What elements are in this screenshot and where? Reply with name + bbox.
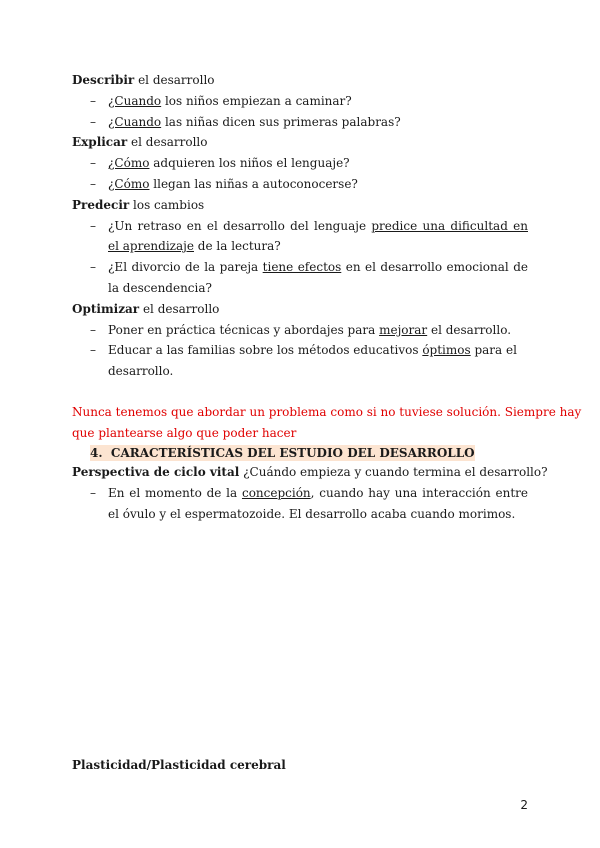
page-number: 2	[520, 798, 528, 812]
document-body	[72, 70, 582, 444]
note-line: Nunca tenemos que abordar un problema como si no tuviese solución. Siempre hay	[72, 404, 582, 419]
heading-optimizar: Optimizar el desarrollo	[72, 301, 220, 316]
heading-predecir: Predecir los cambios	[72, 197, 205, 212]
list-item: – ¿Cómo llegan las niñas a autoconocerse?	[90, 176, 358, 191]
note-line: que plantearse algo que poder hacer	[72, 425, 297, 440]
heading-describir: Describir el desarrollo	[72, 73, 215, 87]
list-item: – ¿Cuando las niñas dicen sus primeras palabras?	[90, 114, 401, 129]
list-item: – ¿Un retraso en el desarrollo del lenguaje predice una dificultad en el aprendizaje de la lectura?	[90, 218, 528, 254]
list-item: – Poner en práctica técnicas y abordajes para mejorar el desarrollo.	[90, 322, 512, 337]
plasticidad-heading: Plasticidad/Plasticidad cerebral	[72, 758, 286, 772]
perspective-line: Perspectiva de ciclo vital ¿Cuándo empieza y cuando termina el desarrollo?	[72, 465, 548, 479]
list-item: – En el momento de la concepción, cuando hay una interacción entre el óvulo y el espermatozoide. El desarrollo acaba cuando morimos.	[90, 485, 528, 521]
list-item: – Educar a las familias sobre los métodos educativos óptimos para el desarrollo.	[90, 343, 517, 379]
list-item: – ¿Cuando los niños empiezan a caminar?	[90, 93, 352, 108]
section-4	[72, 444, 548, 524]
list-item: – ¿Cómo adquieren los niños el lenguaje?	[90, 156, 350, 171]
section-title: 4. CARACTERÍSTICAS DEL ESTUDIO DEL DESARROLLO	[90, 446, 475, 460]
list-item: – ¿El divorcio de la pareja tiene efectos en el desarrollo emocional de la descendencia?	[90, 260, 528, 295]
heading-explicar: Explicar el desarrollo	[72, 135, 208, 150]
